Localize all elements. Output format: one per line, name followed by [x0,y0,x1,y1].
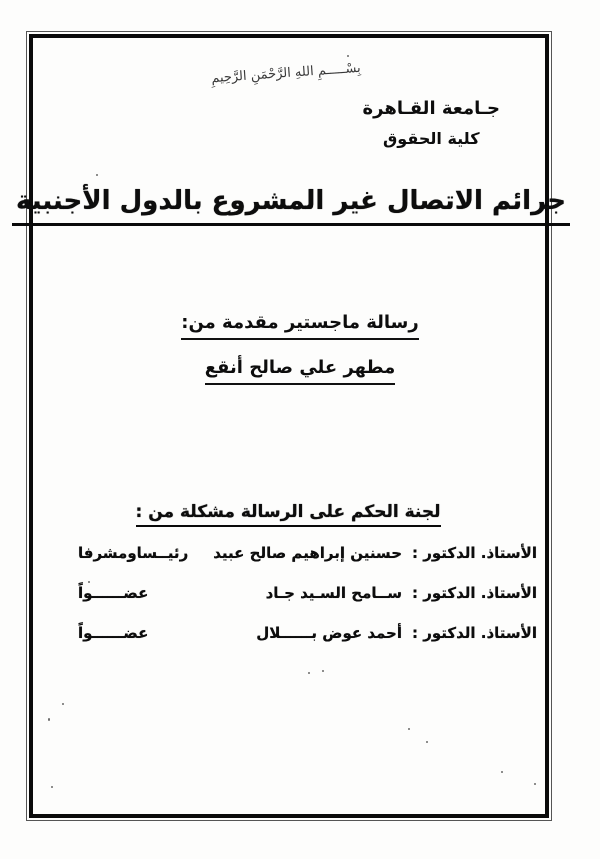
scan-speck [426,741,428,743]
bismillah-calligraphy: بِسْـــــمِ اللهِ الرَّحْمَنِ الرَّحِيمِ [210,60,362,87]
committee-member-row [78,624,537,664]
scan-speck [96,174,98,176]
committee-member-row [78,544,537,584]
scan-speck [408,728,410,730]
member-name-group [213,544,537,562]
scan-speck [534,783,536,785]
scan-speck [308,672,310,674]
member-name-group [266,584,537,602]
member-name-group [256,624,537,642]
scan-speck [51,786,53,788]
faculty-name: كلية الحقوق [383,129,480,148]
degree-line: رسالة ماجستير مقدمة من: [181,312,418,340]
committee-member-row [78,584,537,624]
member-name: ســامح السـيد جـاد [265,584,403,602]
scan-speck [62,703,64,705]
committee-list [78,544,537,664]
scan-speck [322,670,324,672]
thesis-title-block [15,186,570,226]
university-name: جـامعة القـاهرة [362,98,500,119]
author-name: مطهر علي صالح أنقع [205,357,395,385]
member-role: رئيــساومشرفا [78,544,189,562]
author-block [0,357,600,385]
scan-speck [48,718,50,721]
university-header [363,94,500,154]
member-name: أحمد عوض بــــــلال [256,624,403,642]
degree-line-block [0,312,600,340]
scan-speck [347,55,349,57]
member-title-prefix: الأستاذ. الدكتور : [412,544,537,562]
thesis-title: جرائم الاتصال غير المشروع بالدول الأجنبية [12,186,570,226]
scan-speck [88,581,90,583]
committee-heading: لجنة الحكم على الرسالة مشكلة من : [136,502,441,527]
member-name: حسنين إبراهيم صالح عبيد [213,544,403,562]
member-title-prefix: الأستاذ. الدكتور : [412,584,537,602]
member-role: عضــــــواً [78,584,149,602]
committee-heading-block [0,502,600,527]
member-role: عضــــــواً [78,624,149,642]
member-title-prefix: الأستاذ. الدكتور : [412,624,537,642]
scan-speck [501,771,503,773]
